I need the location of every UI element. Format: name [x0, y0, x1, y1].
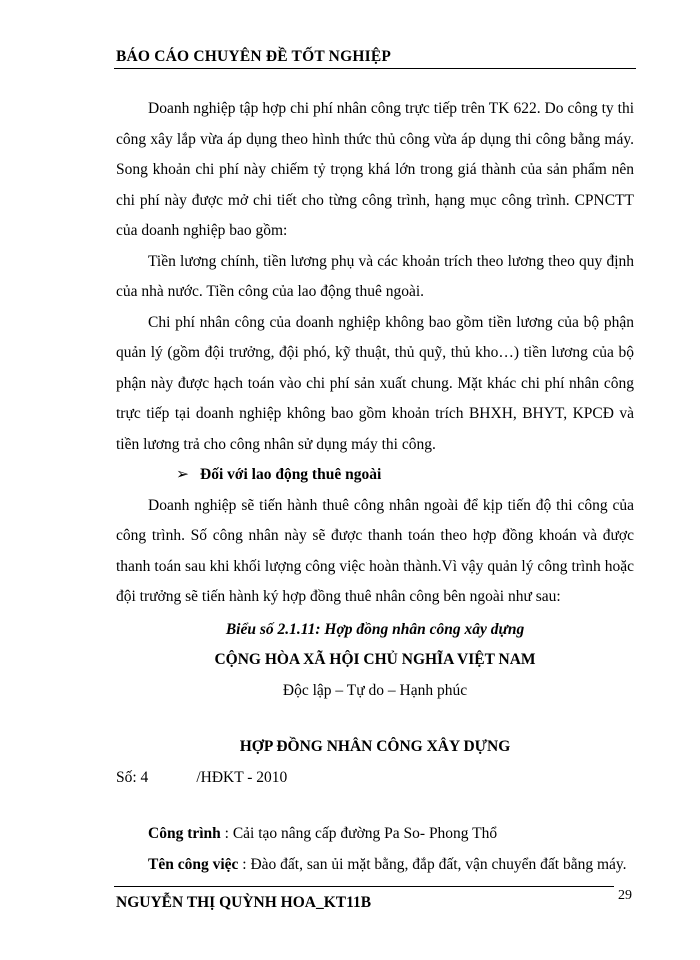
footer-author: NGUYỄN THỊ QUỲNH HOA_KT11B: [116, 894, 372, 911]
report-header-title: BÁO CÁO CHUYÊN ĐỀ TỐT NGHIỆP: [116, 48, 392, 65]
spacer: [116, 793, 634, 819]
national-title: CỘNG HÒA XÃ HỘI CHỦ NGHĨA VIỆT NAM: [214, 651, 536, 668]
work-line: [116, 850, 634, 881]
paragraph-salary-components: Tiền lương chính, tiền lương phụ và các khoản trích theo lương theo quy định của nhà nước. Tiền công của lao động thuê ngoài.: [116, 252, 634, 300]
project-value: : Cải tạo nâng cấp đường Pa So- Phong Thổ: [220, 825, 498, 842]
project-line: [116, 819, 634, 850]
contract-number: [116, 763, 634, 794]
paragraph-outsourced-labor: Doanh nghiệp sẽ tiến hành thuê công nhân ngoài để kịp tiến độ thi công của công trình. Số công nhân này sẽ được thanh toán theo hợp đồng khoán và được thanh toán sau khi khối lượng công việc hoàn thành.Vì vậy quản lý công trình hoặc đội trưởng sẽ tiến hành ký hợp đồng thuê nhân công bên ngoài như sau:: [116, 496, 634, 605]
page-content: [116, 94, 634, 880]
bullet-heading-text: Đối với lao động thuê ngoài: [200, 466, 382, 483]
project-label: Công trình: [148, 825, 221, 842]
spacer: [116, 706, 634, 732]
paragraph-direct-labor: Doanh nghiệp tập hợp chi phí nhân công trực tiếp trên TK 622. Do công ty thi công xây lắp vừa áp dụng theo hình thức thủ công vừa áp dụng thi công bằng máy. Song khoản chi phí này chiếm tỷ trọng khá lớn trong giá thành của sản phẩm nên chi phí này được mở chi tiết cho từng công trình, hạng mục công trình. CPNCTT của doanh nghiệp bao gồm:: [116, 100, 634, 239]
bullet-heading: [116, 460, 634, 491]
work-value: : Đào đất, san ủi mặt bằng, đắp đất, vận chuyển đất bằng máy.: [238, 855, 627, 873]
footer-divider: [114, 886, 614, 887]
page-number: 29: [618, 888, 632, 903]
contract-title: HỢP ĐỒNG NHÂN CÔNG XÂY DỰNG: [239, 738, 511, 755]
contract-number-suffix: /HĐKT - 2010: [196, 768, 288, 786]
arrow-bullet-icon: ➢: [176, 466, 189, 483]
contract-number-prefix: Số: 4: [116, 768, 149, 786]
national-motto: Độc lập – Tự do – Hạnh phúc: [282, 681, 468, 699]
paragraph-exclusions: Chi phí nhân công của doanh nghiệp không bao gồm tiền lương của bộ phận quản lý (gồm đội trưởng, đội phó, kỹ thuật, thủ quỹ, thủ kho…) tiền lương của bộ phận này được hạch toán vào chi phí sản xuất chung. Mặt khác chi phí nhân công trực tiếp tại doanh nghiệp không bao gồm khoản trích BHXH, BHYT, KPCĐ và tiền lương trả cho công nhân sử dụng máy thi công.: [116, 313, 634, 453]
header-divider: [114, 68, 636, 69]
work-label: Tên công việc: [148, 855, 239, 873]
form-caption: Biểu số 2.1.11: Hợp đồng nhân công xây dựng: [225, 620, 525, 638]
